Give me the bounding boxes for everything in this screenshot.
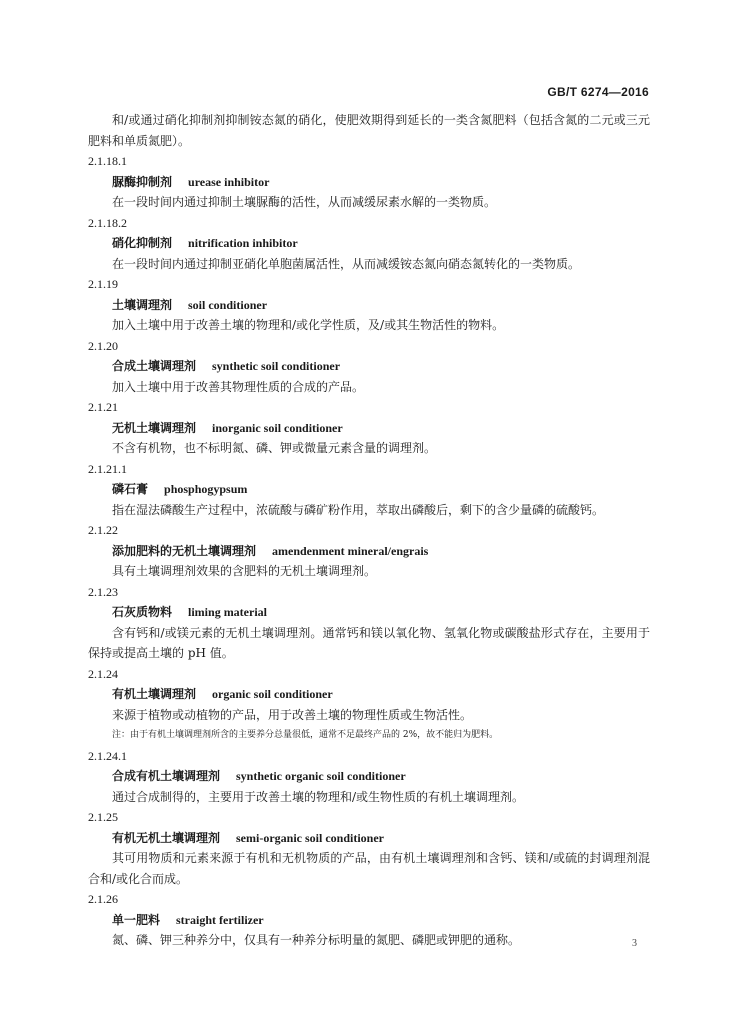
entry-term (88, 684, 650, 705)
term-english: synthetic organic soil conditioner (236, 769, 406, 783)
intro-paragraph: 和/或通过硝化抑制剂抑制铵态氮的硝化，使肥效期得到延长的一类含氮肥料（包括含氮的二元或三元肥料和单质氮肥）。 (88, 113, 650, 148)
entry-number: 2.1.20 (88, 338, 118, 353)
entry-definition: 加入土壤中用于改善土壤的物理和/或化学性质，及/或其生物活性的物料。 (112, 318, 505, 332)
entry-number: 2.1.18.1 (88, 154, 127, 168)
entry-number: 2.1.18.2 (88, 215, 127, 230)
document-body (88, 110, 650, 951)
term-english: amendenment mineral/engrais (272, 543, 429, 558)
term-english: soil conditioner (188, 297, 268, 312)
entry-definition: 具有土壤调理剂效果的含肥料的无机土壤调理剂。 (112, 564, 377, 578)
entry-term (88, 356, 650, 377)
term-entries (88, 151, 650, 951)
entry-term (88, 541, 650, 562)
term-chinese: 土壤调理剂 (112, 297, 173, 312)
entry-number: 2.1.21.1 (88, 461, 127, 476)
entry-definition: 氮、磷、钾三种养分中，仅具有一种养分标明量的氮肥、磷肥或钾肥的通称。 (112, 933, 521, 947)
term-english: nitrification inhibitor (188, 236, 298, 250)
entry-definition: 指在湿法磷酸生产过程中，浓硫酸与磷矿粉作用，萃取出磷酸后，剩下的含少量磷的硫酸钙。 (112, 502, 605, 517)
entry-term (88, 910, 650, 931)
term-english: liming material (188, 605, 267, 619)
term-english: phosphogypsum (164, 482, 248, 496)
term-english: synthetic soil conditioner (212, 359, 341, 373)
entry-term (88, 233, 650, 254)
term-chinese: 磷石膏 (112, 482, 149, 496)
term-chinese: 合成土壤调理剂 (112, 359, 197, 373)
term-chinese: 有机无机土壤调理剂 (112, 830, 221, 845)
page-number: 3 (632, 938, 637, 949)
term-english: semi-organic soil conditioner (236, 830, 384, 845)
entry-definition: 加入土壤中用于改善其物理性质的合成的产品。 (112, 379, 365, 394)
entry-number: 2.1.24 (88, 666, 118, 681)
term-chinese: 脲酶抑制剂 (112, 174, 173, 189)
entry-number: 2.1.22 (88, 523, 118, 537)
entry-term (88, 479, 650, 500)
entry-definition: 在一段时间内通过抑制亚硝化单胞菌属活性，从而减缓铵态氮向硝态氮转化的一类物质。 (112, 256, 581, 271)
term-english: inorganic soil conditioner (212, 420, 343, 435)
term-chinese: 硝化抑制剂 (112, 236, 173, 250)
term-english: organic soil conditioner (212, 687, 333, 701)
entry-term (88, 602, 650, 623)
entry-term (88, 418, 650, 439)
term-chinese: 单一肥料 (112, 912, 161, 927)
entry-number: 2.1.24.1 (88, 748, 127, 763)
term-chinese: 无机土壤调理剂 (112, 420, 197, 435)
entry-term (88, 172, 650, 193)
standard-number: GB/T 6274—2016 (547, 85, 649, 99)
entry-term (88, 766, 650, 787)
entry-number: 2.1.23 (88, 584, 118, 599)
term-chinese: 石灰质物料 (112, 605, 173, 619)
entry-number: 2.1.19 (88, 277, 118, 291)
entry-term (88, 828, 650, 849)
entry-definition: 其可用物质和元素来源于有机和无机物质的产品，由有机土壤调理剂和含钙、镁和/或硫的封调理剂混合和/或化合而成。 (88, 851, 650, 886)
term-chinese: 添加肥料的无机土壤调理剂 (112, 543, 257, 558)
entry-definition: 在一段时间内通过抑制土壤脲酶的活性，从而减缓尿素水解的一类物质。 (112, 195, 497, 209)
entry-definition: 含有钙和/或镁元素的无机土壤调理剂。通常钙和镁以氧化物、氢氧化物或碳酸盐形式存在，主要用于保持或提高土壤的 pH 值。 (88, 625, 650, 660)
entry-definition: 通过合成制得的，主要用于改善土壤的物理和/或生物性质的有机土壤调理剂。 (112, 789, 525, 804)
entry-definition: 不含有机物，也不标明氮、磷、钾或微量元素含量的调理剂。 (112, 441, 437, 455)
entry-term (88, 295, 650, 316)
term-english: straight fertilizer (176, 912, 264, 927)
term-chinese: 有机土壤调理剂 (112, 687, 197, 701)
entry-definition: 来源于植物或动植物的产品，用于改善土壤的物理性质或生物活性。 (112, 707, 473, 722)
term-chinese: 合成有机土壤调理剂 (112, 769, 221, 783)
entry-number: 2.1.21 (88, 400, 118, 414)
entry-note: 注：由于有机土壤调理剂所含的主要养分总量很低，通常不足最终产品的 2%，故不能归为肥料。 (112, 730, 499, 740)
term-english: urease inhibitor (188, 174, 270, 189)
entry-number: 2.1.25 (88, 810, 118, 824)
entry-number: 2.1.26 (88, 892, 118, 906)
